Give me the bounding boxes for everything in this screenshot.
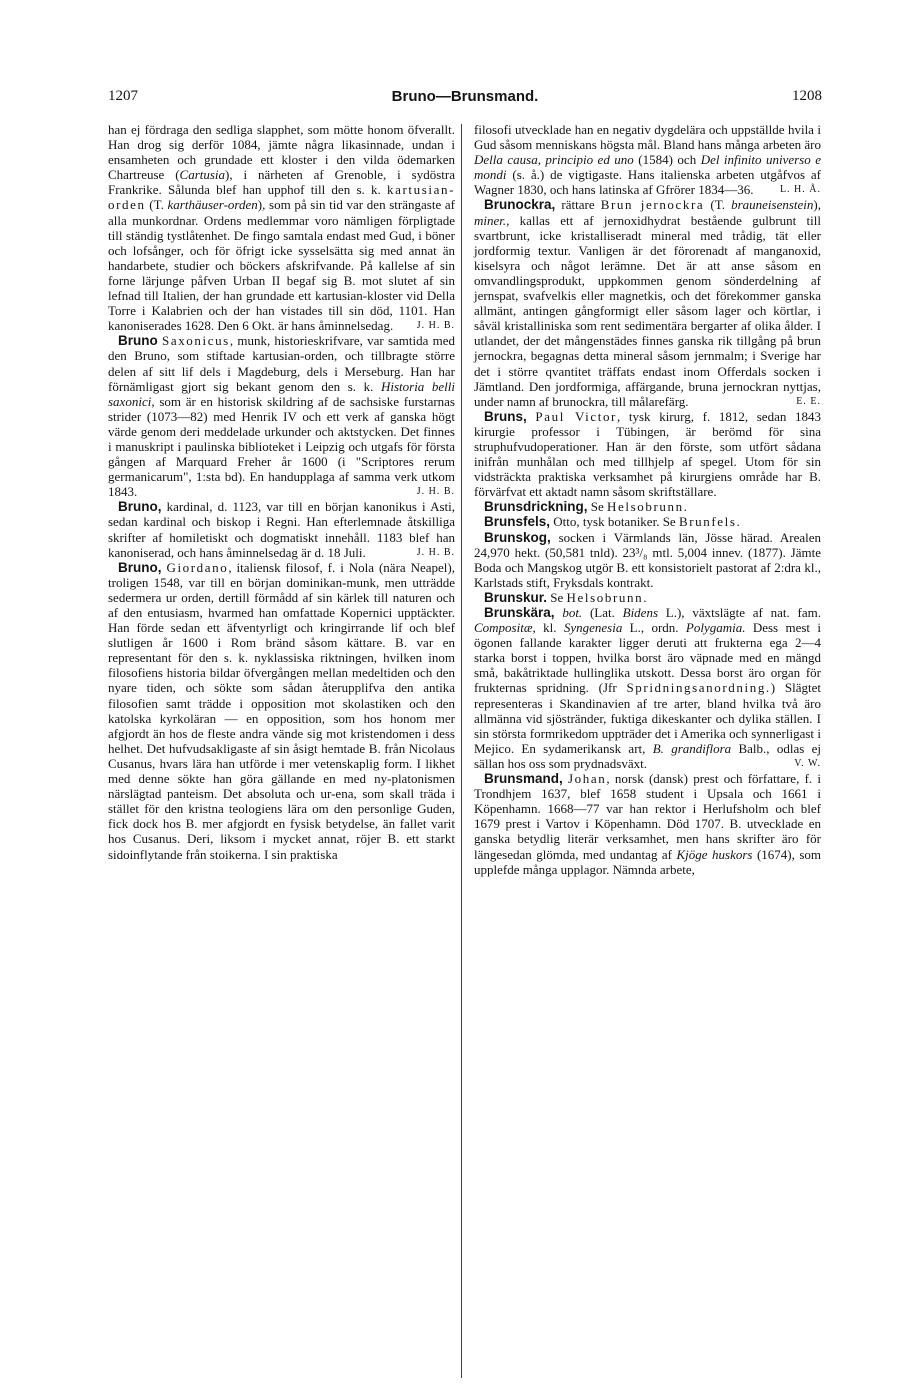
entry-brunockra: Brunockra, rättare Brun jernockra (T. brauneisenstein), miner., kallas ett af jernoxidhydrat bestående gulbrunt till svartbrunt, icke kristalliseradt mineral med trådig, tät eller jordformig textur. Vanligen är det förorenadt af manganoxid, kiselsyra och något lerämne. Det är att anse såsom en omvandlingsprodukt, uppkommen genom sönderdelning af jernspat, svafvelkis eller magnetkis, och det förekommer ganska allmänt, antingen gångformigt eller såsom lager och körtlar, i såväl kristalliniska som rent sedimentära bergarter af olika ålder. I utlandet, der det mångenstädes finnes ganska rik tillgång på brun jernockra, begagnas detta mineral såsom jernmalm; i Sverige har det i större qvantitet träffats endast inom Offerdals socken i Jämtland. Den jordformiga, affärgande, bruna jernockran nyttjas, under namn af brunockra, till målarefärg. E. E. xyxy=(474,197,821,409)
entry-brunsdrickning: Brunsdrickning, Se Helsobrunn. xyxy=(484,499,689,515)
entry-bruno-kardinal: Bruno, kardinal, d. 1123, var till en början kanonikus i Asti, sedan kardinal och biskop i Regni. Han efterlemnade åtskilliga skrifter af homiletiskt och dogmatiskt innehåll. 1183 blef han kanoniserad, och hans åminnelsedag är d. 18 Juli. J. H. B. xyxy=(108,499,455,560)
page-number-right: 1208 xyxy=(792,88,822,104)
author-signature: J. H. B. xyxy=(416,320,455,332)
author-signature: E. E. xyxy=(796,395,821,407)
headword: Brunskur. xyxy=(484,589,548,605)
headword: Brunockra, xyxy=(484,197,556,213)
headword: Brunskära, xyxy=(484,605,555,620)
entry-brunskur: Brunskur. Se Helsobrunn. xyxy=(484,589,649,605)
entry-bruno-saxonicus: Bruno Saxonicus, munk, historieskrifvare, var samtida med den Bruno, som stiftade kartusian-orden, och tillbragte större delen af sitt lif dels i Magdeburg, dels i Merseburg. Han har förnämligast gjort sig bekant genom den s. k. Historia belli saxonici, som är en historisk skildring af de sachsiske furstarnas strider (1073—82) med Henrik IV och ett verk af ganska högt värde genom deri meddelade urkunder och aktstycken. Det finnes i manuskript i paulinska biblioteket i Leipzig och utgafs för första gången af Marquard Freher år 1600 (i "Scriptores rerum germanicarum", 1:sta bd). En handupplaga af samma verk utkom 1843. J. H. B. xyxy=(108,333,455,500)
entry-bruno-giordano: Bruno, Giordano, italiensk filosof, f. i Nola (nära Neapel), troligen 1548, var till en början dominikan-munk, men utträdde sedermera ur orden, dertill förmådd af sin kärlek till naturen och af den entusiasm, hvarmed han omfattade Kopernici upptäckter. Han förde sedan ett äfventyrligt och kringirrande lif och blef slutligen år 1600 i Rom bränd såsom kättare. B. var en representant för den s. k. nyklassiska riktningen, hvilken inom filosofiens historia bildar öfvergången mellan medeltiden och den nyare tiden, och sökte som sådan återupplifva den antika filosofien samt trädde i opposition mot skolastiken och den katolska kyrkoläran — en opposition, som hos honom mer afgjordt än hos de fleste andra vände sig mot kristendomen i dess helhet. Det hufvudsakligaste af sin åsigt hemtade B. från Nicolaus Cusanus, hvars lära han utförde i mer vetenskaplig form. I likhet med denne sökte han göra gällande en med ny-platonismen närslägtad panteism. Det absoluta och ur-ena, som skall träda i stället för den kristna teologiens lära om den personlige Guden, fick dock hos B. mer afgjordt en fysisk betydelse, än fallet varit hos Cusanus. Deri, liksom i mycket annat, röjer B. ett starkt sidoinflytande från stoikerna. I sin praktiska xyxy=(108,559,455,862)
headword: Brunsmand, xyxy=(484,771,563,787)
headword: Bruno xyxy=(118,333,158,349)
right-column xyxy=(474,122,821,877)
entry-bruno-continued: han ej fördraga den sedliga slapphet, som mötte honom öfverallt. Han drog sig derför 1084, jämte några likasinnade, undan i ensamheten och grundade ett kloster i den vilda ödemarken Chartreuse (Cartusia), i närheten af Grenoble, i sydöstra Frankrike. Sålunda blef han upphof till den s. k. kartusian-orden (T. karthäuser-orden), som på sin tid var den strängaste af alla munkordnar. Ordens medlemmar voro nämligen förpligtade till ständig tystlåtenhet. De fingo samtala endast med Gud, i böner och lofsånger, och för öfrigt icke sysselsätta sig med annat än handarbete, studier och böckers afskrifvande. På kallelse af sin forne lärjunge påfven Urban II begaf sig B. mot slutet af sin lefnad till Italien, der han grundade ett kartusian-kloster vid Della Torre i Kalabrien och der han vistades till sin död, 1101. Han kanoniserades 1628. Den 6 Okt. är hans åminnelsedag. J. H. B. xyxy=(108,122,455,334)
author-signature: J. H. B. xyxy=(416,486,455,498)
entry-bruno-giordano-continued: filosofi utvecklade han en negativ dygdelära och uppställde hvila i Gud såsom menniskans högsta mål. Bland hans många arbeten äro Della causa, principio ed uno (1584) och Del infinito universo e mondi (s. å.) de vigtigaste. Hans italienska arbeten utgåfvos af Wagner 1830, och hans latinska af Gfrörer 1834—36. L. H. Å. xyxy=(474,122,821,198)
running-title: Bruno—Brunsmand. xyxy=(391,88,539,105)
headword: Bruns, xyxy=(484,408,527,424)
author-signature: V. W. xyxy=(794,757,821,769)
headword: Brunsdrickning, xyxy=(484,499,588,515)
headword: Bruno, xyxy=(118,499,162,515)
column-divider xyxy=(461,124,462,1378)
entry-brunskog: Brunskog, socken i Värmlands län, Jösse härad. Arealen 24,970 hekt. (50,581 tnld). 23³/₈ mtl. 5,004 innev. (1877). Jämte Boda och Mangskog utgör B. ett konsistorielt pastorat af 2:dra kl., Karlstads stift, Fryksdals kontrakt. xyxy=(474,529,821,590)
entry-brunsmand: Brunsmand, Johan, norsk (dansk) prest och författare, f. i Trondhjem 1637, blef 1658 student i Upsala och 1661 i Köpenhamn. 1668—77 var han rektor i Herlufsholm och blef 1679 prest i Vartov i Köpenhamn. Död 1707. B. utvecklade en ganska betydlig literär verksamhet, men hans skrifter äro för längesedan glömda, med undantag af Kjöge huskors (1674), som upplefde många upplagor. Nämnda arbete, xyxy=(474,771,821,877)
author-signature: J. H. B. xyxy=(416,546,455,558)
headword: Bruno, xyxy=(118,559,162,575)
entry-brunskara: Brunskära, bot. (Lat. Bidens L.), växtslägte af nat. fam. Compositæ, kl. Syngenesia L., ordn. Polygamia. Dess mest i ögonen fallande karakter ligger deruti att frukterna ega 2—4 starka borst i toppen, hvilka borst äro väpnade med en mängd små, bakåtriktade hullinglika utskott. Dessa borst äro organ för frukternas spridning. (Jfr Spridningsanordning.) Slägtet representeras i Skandinavien af tre arter, bland hvilka två äro allmänna vid sjöstränder, fuktiga dikeskanter och dylika ställen. I sin största formrikedom uppträder det i Amerika och synnerligast i Mejico. En sydamerikansk art, B. grandiflora Balb., odlas ej sällan hos oss som prydnadsväxt. V. W. xyxy=(474,605,822,771)
headword: Brunsfels, xyxy=(484,514,551,530)
headword: Brunskog, xyxy=(484,529,551,545)
entry-bruns: Bruns, Paul Victor, tysk kirurg, f. 1812, sedan 1843 kirurgie professor i Tübingen, är berömd för sina struphufvudoperationer. Han är den förste, som utfört sådana inifrån munhålan och med tillhjelp af spegel. Utom för sin vidsträckta praktiska verksamhet på kirurgiens område har B. förvärfvat ett aktadt namn såsom skriftställare. xyxy=(474,408,821,500)
page-number-left: 1207 xyxy=(108,88,138,104)
author-signature: L. H. Å. xyxy=(779,184,821,196)
entry-brunsfels: Brunsfels, Otto, tysk botaniker. Se Brunfels. xyxy=(484,514,742,530)
left-column xyxy=(108,122,455,862)
page-header xyxy=(108,88,822,112)
